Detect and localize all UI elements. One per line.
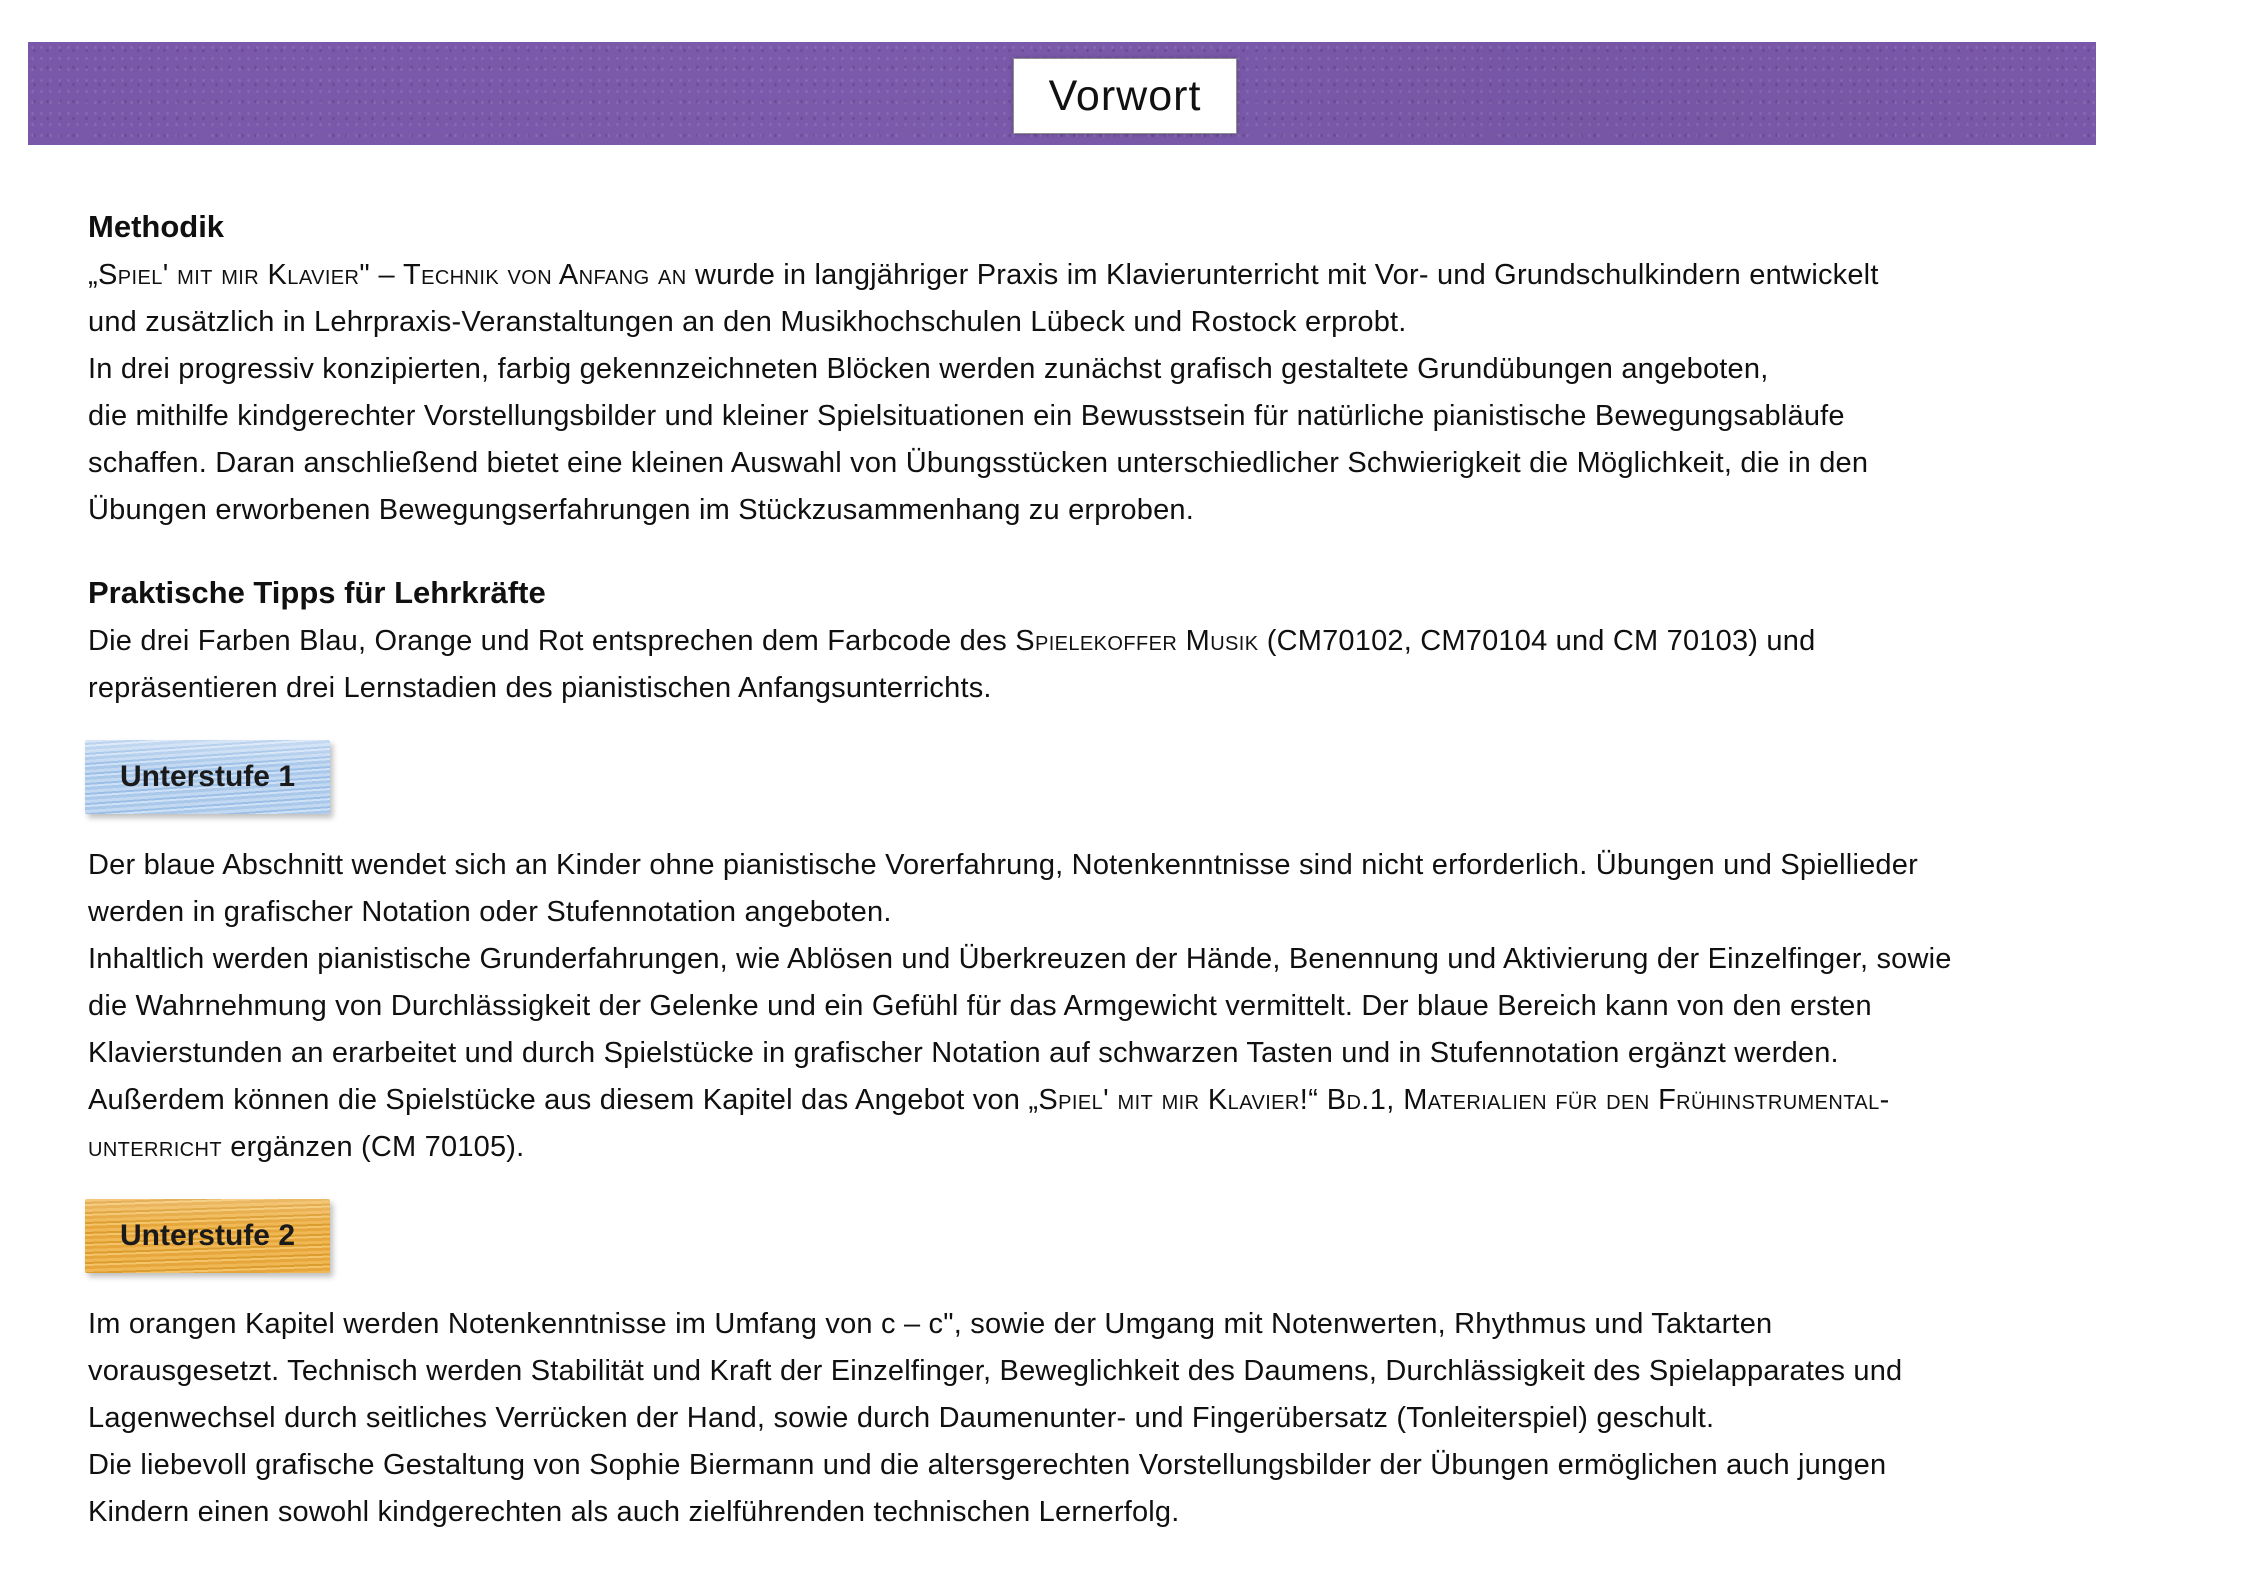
text-run: die mithilfe kindgerechter Vorstellungsbilder und kleiner Spielsituationen ein Bewusstsein für natürliche pianistische Bewegungsabläufe: [88, 400, 1845, 432]
text-run: schaffen. Daran anschließend bietet eine kleinen Auswahl von Übungsstücken unterschiedlicher Schwierigkeit die Möglichkeit, die in den: [88, 447, 1869, 479]
paragraph: [88, 618, 2218, 712]
text-run: Außerdem können die Spielstücke aus diesem Kapitel das Angebot von: [88, 1084, 1029, 1116]
text-run: Im orangen Kapitel werden Notenkenntnisse im Umfang von c – c", sowie der Umgang mit Notenwerten, Rhythmus und Taktarten: [88, 1308, 1773, 1340]
text-line: [88, 1077, 2218, 1124]
paragraph: [88, 252, 2218, 534]
text-run: (CM70102, CM70104 und CM 70103) und: [1258, 625, 1816, 657]
text-line: [88, 487, 2218, 534]
text-run: Inhaltlich werden pianistische Grunderfahrungen, wie Ablösen und Überkreuzen der Hände, Benennung und Aktivierung der Einzelfinger, sowie: [88, 943, 1952, 975]
text-line: [88, 842, 2218, 889]
text-run: Übungen erworbenen Bewegungserfahrungen im Stückzusammenhang zu erproben.: [88, 494, 1195, 526]
text-run: „Spiel' mit mir Klavier!“ Bd.1, Materialien für den Frühinstrumental-: [1028, 1084, 1890, 1116]
page-title: Vorwort: [1048, 71, 1202, 120]
text-line: [88, 252, 2218, 299]
section-heading: Praktische Tipps für Lehrkräfte: [88, 575, 546, 610]
text-run: vorausgesetzt. Technisch werden Stabilität und Kraft der Einzelfinger, Beweglichkeit des Daumens, Durchlässigkeit des Spielapparates und: [88, 1355, 1903, 1387]
text-line: [88, 1030, 2218, 1077]
text-line: [88, 1489, 2218, 1536]
text-run: Kindern einen sowohl kindgerechten als auch zielführenden technischen Lernerfolg.: [88, 1496, 1180, 1528]
text-line: [88, 1301, 2218, 1348]
stage-badge-orange: [85, 1199, 330, 1273]
text-line: [88, 1124, 2218, 1171]
section-heading: Methodik: [88, 209, 225, 244]
text-run: die Wahrnehmung von Durchlässigkeit der Gelenke und ein Gefühl für das Armgewicht vermittelt. Der blaue Bereich kann von den ersten: [88, 990, 1872, 1022]
text-line: [88, 440, 2218, 487]
text-run: Der blaue Abschnitt wendet sich an Kinder ohne pianistische Vorerfahrung, Notenkenntnisse sind nicht erforderlich. Übungen und Spiellieder: [88, 849, 1918, 881]
text-run: Klavierstunden an erarbeitet und durch Spielstücke in grafischer Notation auf schwarzen Tasten und in Stufennotation ergänzt werden.: [88, 1037, 1839, 1069]
content-blocks: [88, 204, 2218, 1536]
text-run: werden in grafischer Notation oder Stufennotation angeboten.: [88, 896, 892, 928]
text-line: [88, 983, 2218, 1030]
text-line: [88, 1442, 2218, 1489]
text-run: Die liebevoll grafische Gestaltung von Sophie Biermann und die altersgerechten Vorstellungsbilder der Übungen ermöglichen auch jungen: [88, 1449, 1887, 1481]
text-run: „Spiel' mit mir Klavier" – Technik von Anfang an: [88, 259, 696, 291]
text-run: Die drei Farben Blau, Orange und Rot entsprechen dem Farbcode des: [88, 625, 1016, 657]
paragraph: [88, 1301, 2218, 1536]
text-line: [88, 936, 2218, 983]
page-title-box: [1013, 58, 1237, 134]
text-run: Spielekoffer Musik: [1015, 625, 1259, 657]
text-run: Lagenwechsel durch seitliches Verrücken der Hand, sowie durch Daumenunter- und Fingerübersatz (Tonleiterspiel) geschult.: [88, 1402, 1715, 1434]
text-run: unterricht: [88, 1131, 222, 1163]
text-run: ergänzen (CM 70105).: [222, 1131, 525, 1163]
text-run: wurde in langjähriger Praxis im Klavierunterricht mit Vor- und Grundschulkindern entwickelt: [695, 259, 1879, 291]
stage-badge-label: Unterstufe 2: [119, 1219, 296, 1252]
text-line: [88, 889, 2218, 936]
text-line: [88, 393, 2218, 440]
stage-badge-blue: [85, 740, 330, 814]
text-run: In drei progressiv konzipierten, farbig gekennzeichneten Blöcken werden zunächst grafisch gestaltete Grundübungen angeboten,: [88, 353, 1769, 385]
text-line: [88, 1395, 2218, 1442]
text-line: [88, 346, 2218, 393]
text-line: [88, 1348, 2218, 1395]
paragraph: [88, 842, 2218, 1171]
text-run: repräsentieren drei Lernstadien des pianistischen Anfangsunterrichts.: [88, 672, 992, 704]
stage-badge-label: Unterstufe 1: [119, 760, 296, 793]
text-line: [88, 618, 2218, 665]
text-run: und zusätzlich in Lehrpraxis-Veranstaltungen an den Musikhochschulen Lübeck und Rostock erprobt.: [88, 306, 1407, 338]
text-line: [88, 299, 2218, 346]
text-line: [88, 665, 2218, 712]
